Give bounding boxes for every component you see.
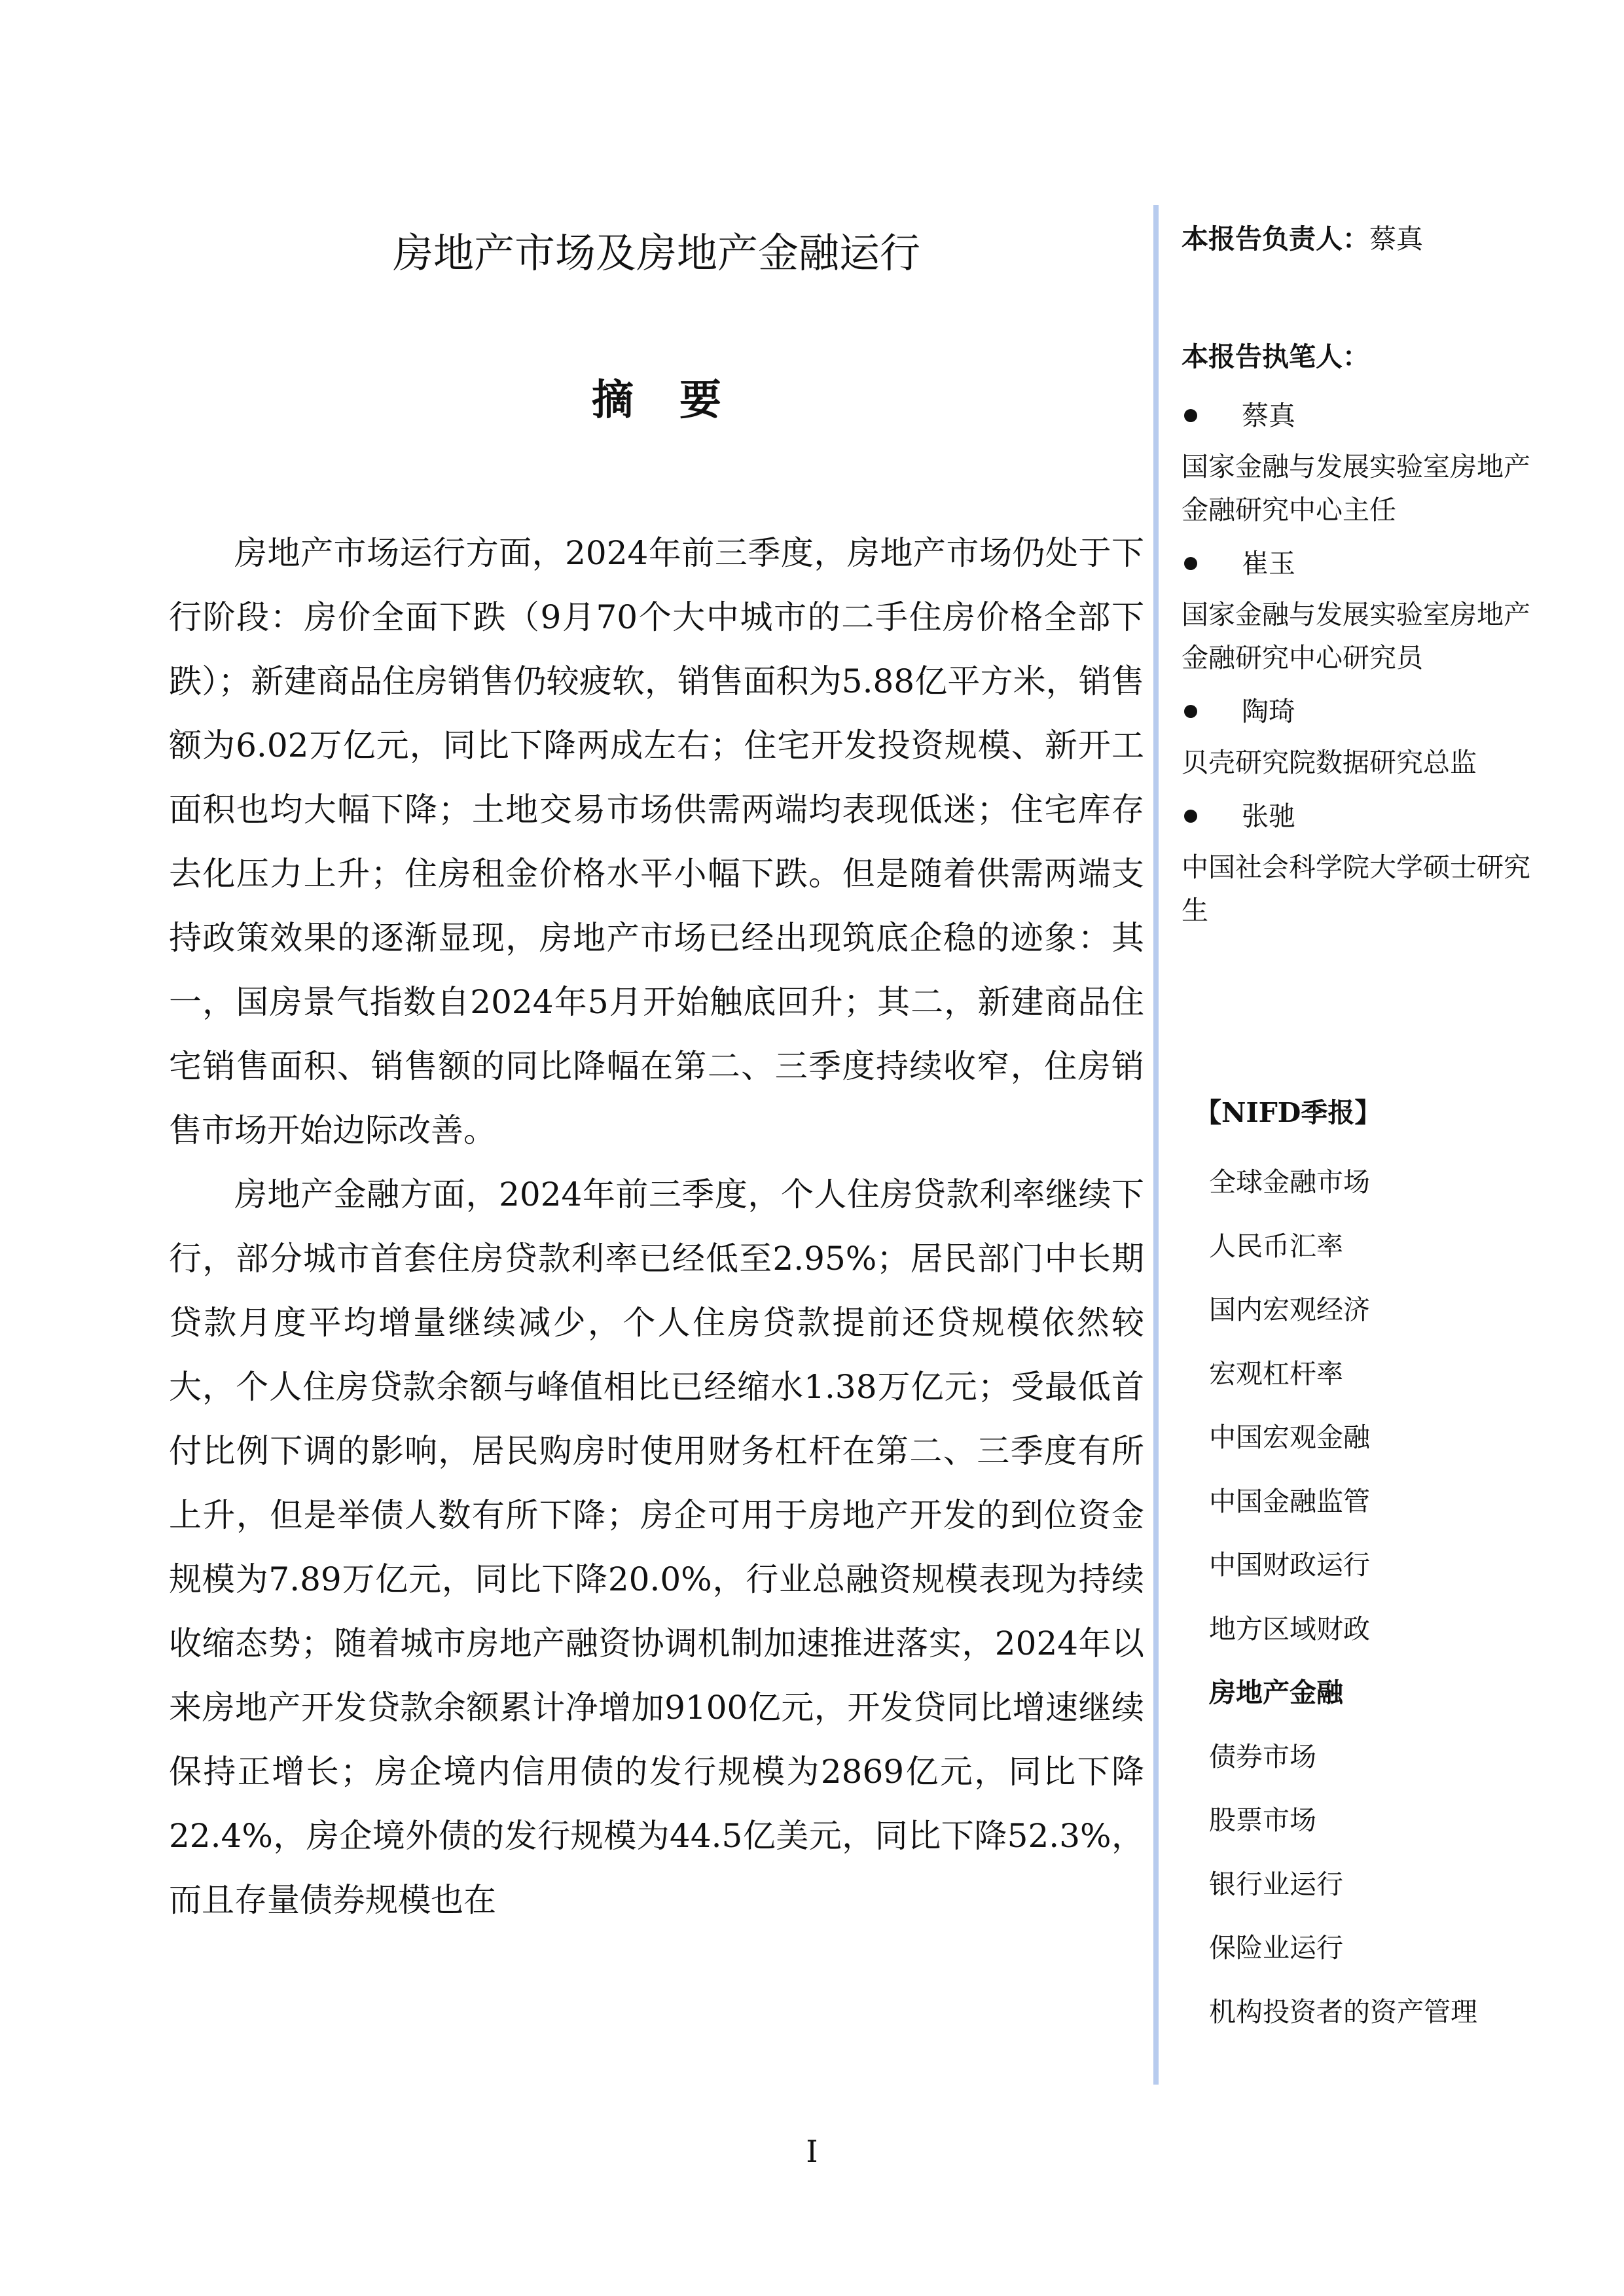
nifd-item-macro-leverage: 宏观杠杆率 (1209, 1357, 1343, 1390)
author-item (1182, 793, 1548, 941)
author-item (1182, 689, 1548, 793)
author-name: 陶琦 (1242, 696, 1295, 727)
responsible-line (1182, 216, 1548, 262)
paragraph-finance: 房地产金融方面，2024年前三季度，个人住房贷款利率继续下行，部分城市首套住房贷款利率已经低至2.95%；居民部门中长期贷款月度平均增量继续减少，个人住房贷款提前还贷规模依然较大，个人住房贷款余额与峰值相比已经缩水1.38万亿元；受最低首付比例下调的影响，居民购房时使用财务杠杆在第二、三季度有所上升，但是举债人数有所下降；房企可用于房地产开发的到位资金规模为7.89万亿元，同比下降20.0%，行业总融资规模表现为持续收缩态势；随着城市房地产融资协调机制加速推进落实，2024年以来房地产开发贷款余额累计净增加9100亿元，开发贷同比增速继续保持正增长；房企境内信用债的发行规模为2869亿元，同比下降22.4%，房企境外债的发行规模为44.5亿美元，同比下降52.3%，而且存量债券规模也在 (169, 1175, 1144, 1920)
author-desc: 国家金融与发展实验室房地产金融研究中心主任 (1182, 451, 1530, 526)
author-name: 张驰 (1242, 800, 1295, 832)
author-desc: 国家金融与发展实验室房地产金融研究中心研究员 (1182, 599, 1530, 673)
nifd-item-real-estate-finance: 房地产金融 (1209, 1677, 1343, 1708)
author-item (1182, 393, 1548, 541)
author-desc: 贝壳研究院数据研究总监 (1182, 747, 1477, 778)
bullet-icon (1184, 409, 1197, 422)
page-number: I (806, 2134, 818, 2169)
nifd-item-bond-market: 债券市场 (1209, 1740, 1316, 1772)
nifd-series (1195, 1093, 1477, 2044)
author-name: 崔玉 (1242, 548, 1295, 579)
nifd-item-banking: 银行业运行 (1209, 1868, 1343, 1900)
nifd-list (1195, 1151, 1477, 2044)
responsible-label: 本报告负责人： (1182, 223, 1369, 255)
nifd-item-regional-finance: 地方区域财政 (1209, 1613, 1370, 1645)
nifd-item-domestic-macro: 国内宏观经济 (1209, 1294, 1370, 1325)
sidebar-divider (1153, 205, 1159, 2085)
paragraph-market: 房地产市场运行方面，2024年前三季度，房地产市场仍处于下行阶段：房价全面下跌（9月70个大中城市的二手住房价格全部下跌）；新建商品住房销售仍较疲软，销售面积为5.88亿平方米，销售额为6.02万亿元，同比下降两成左右；住宅开发投资规模、新开工面积也均大幅下降；土地交易市场供需两端均表现低迷；住宅库存去化压力上升；住房租金价格水平小幅下跌。但是随着供需两端支持政策效果的逐渐显现，房地产市场已经出现筑底企稳的迹象：其一，国房景气指数自2024年5月开始触底回升；其二，新建商品住宅销售面积、销售额的同比降幅在第二、三季度持续收窄，住房销售市场开始边际改善。 (169, 534, 1144, 1150)
authors-label: 本报告执笔人： (1182, 341, 1369, 372)
nifd-item-fiscal-operation: 中国财政运行 (1209, 1549, 1370, 1581)
nifd-item-global-markets: 全球金融市场 (1209, 1166, 1370, 1198)
bullet-icon (1184, 705, 1197, 718)
responsible-name: 蔡真 (1369, 223, 1423, 255)
author-item (1182, 541, 1548, 689)
abstract-heading: 摘要 (592, 376, 767, 425)
authors-list (1182, 393, 1548, 941)
nifd-item-asset-management: 机构投资者的资产管理 (1209, 1996, 1477, 2028)
nifd-item-stock-market: 股票市场 (1209, 1804, 1316, 1836)
bullet-icon (1184, 557, 1197, 570)
main-column (169, 229, 1144, 1932)
sidebar (1182, 216, 1548, 941)
author-desc: 中国社会科学院大学硕士研究生 (1182, 852, 1530, 926)
nifd-item-macro-finance: 中国宏观金融 (1209, 1422, 1370, 1453)
bullet-icon (1184, 810, 1197, 823)
report-title: 房地产市场及房地产金融运行 (392, 229, 920, 277)
nifd-item-insurance: 保险业运行 (1209, 1932, 1343, 1964)
author-name: 蔡真 (1242, 400, 1295, 431)
nifd-item-financial-regulation: 中国金融监管 (1209, 1485, 1370, 1517)
nifd-item-rmb-exchange: 人民币汇率 (1209, 1230, 1343, 1262)
nifd-title: 【NIFD季报】 (1195, 1097, 1382, 1128)
